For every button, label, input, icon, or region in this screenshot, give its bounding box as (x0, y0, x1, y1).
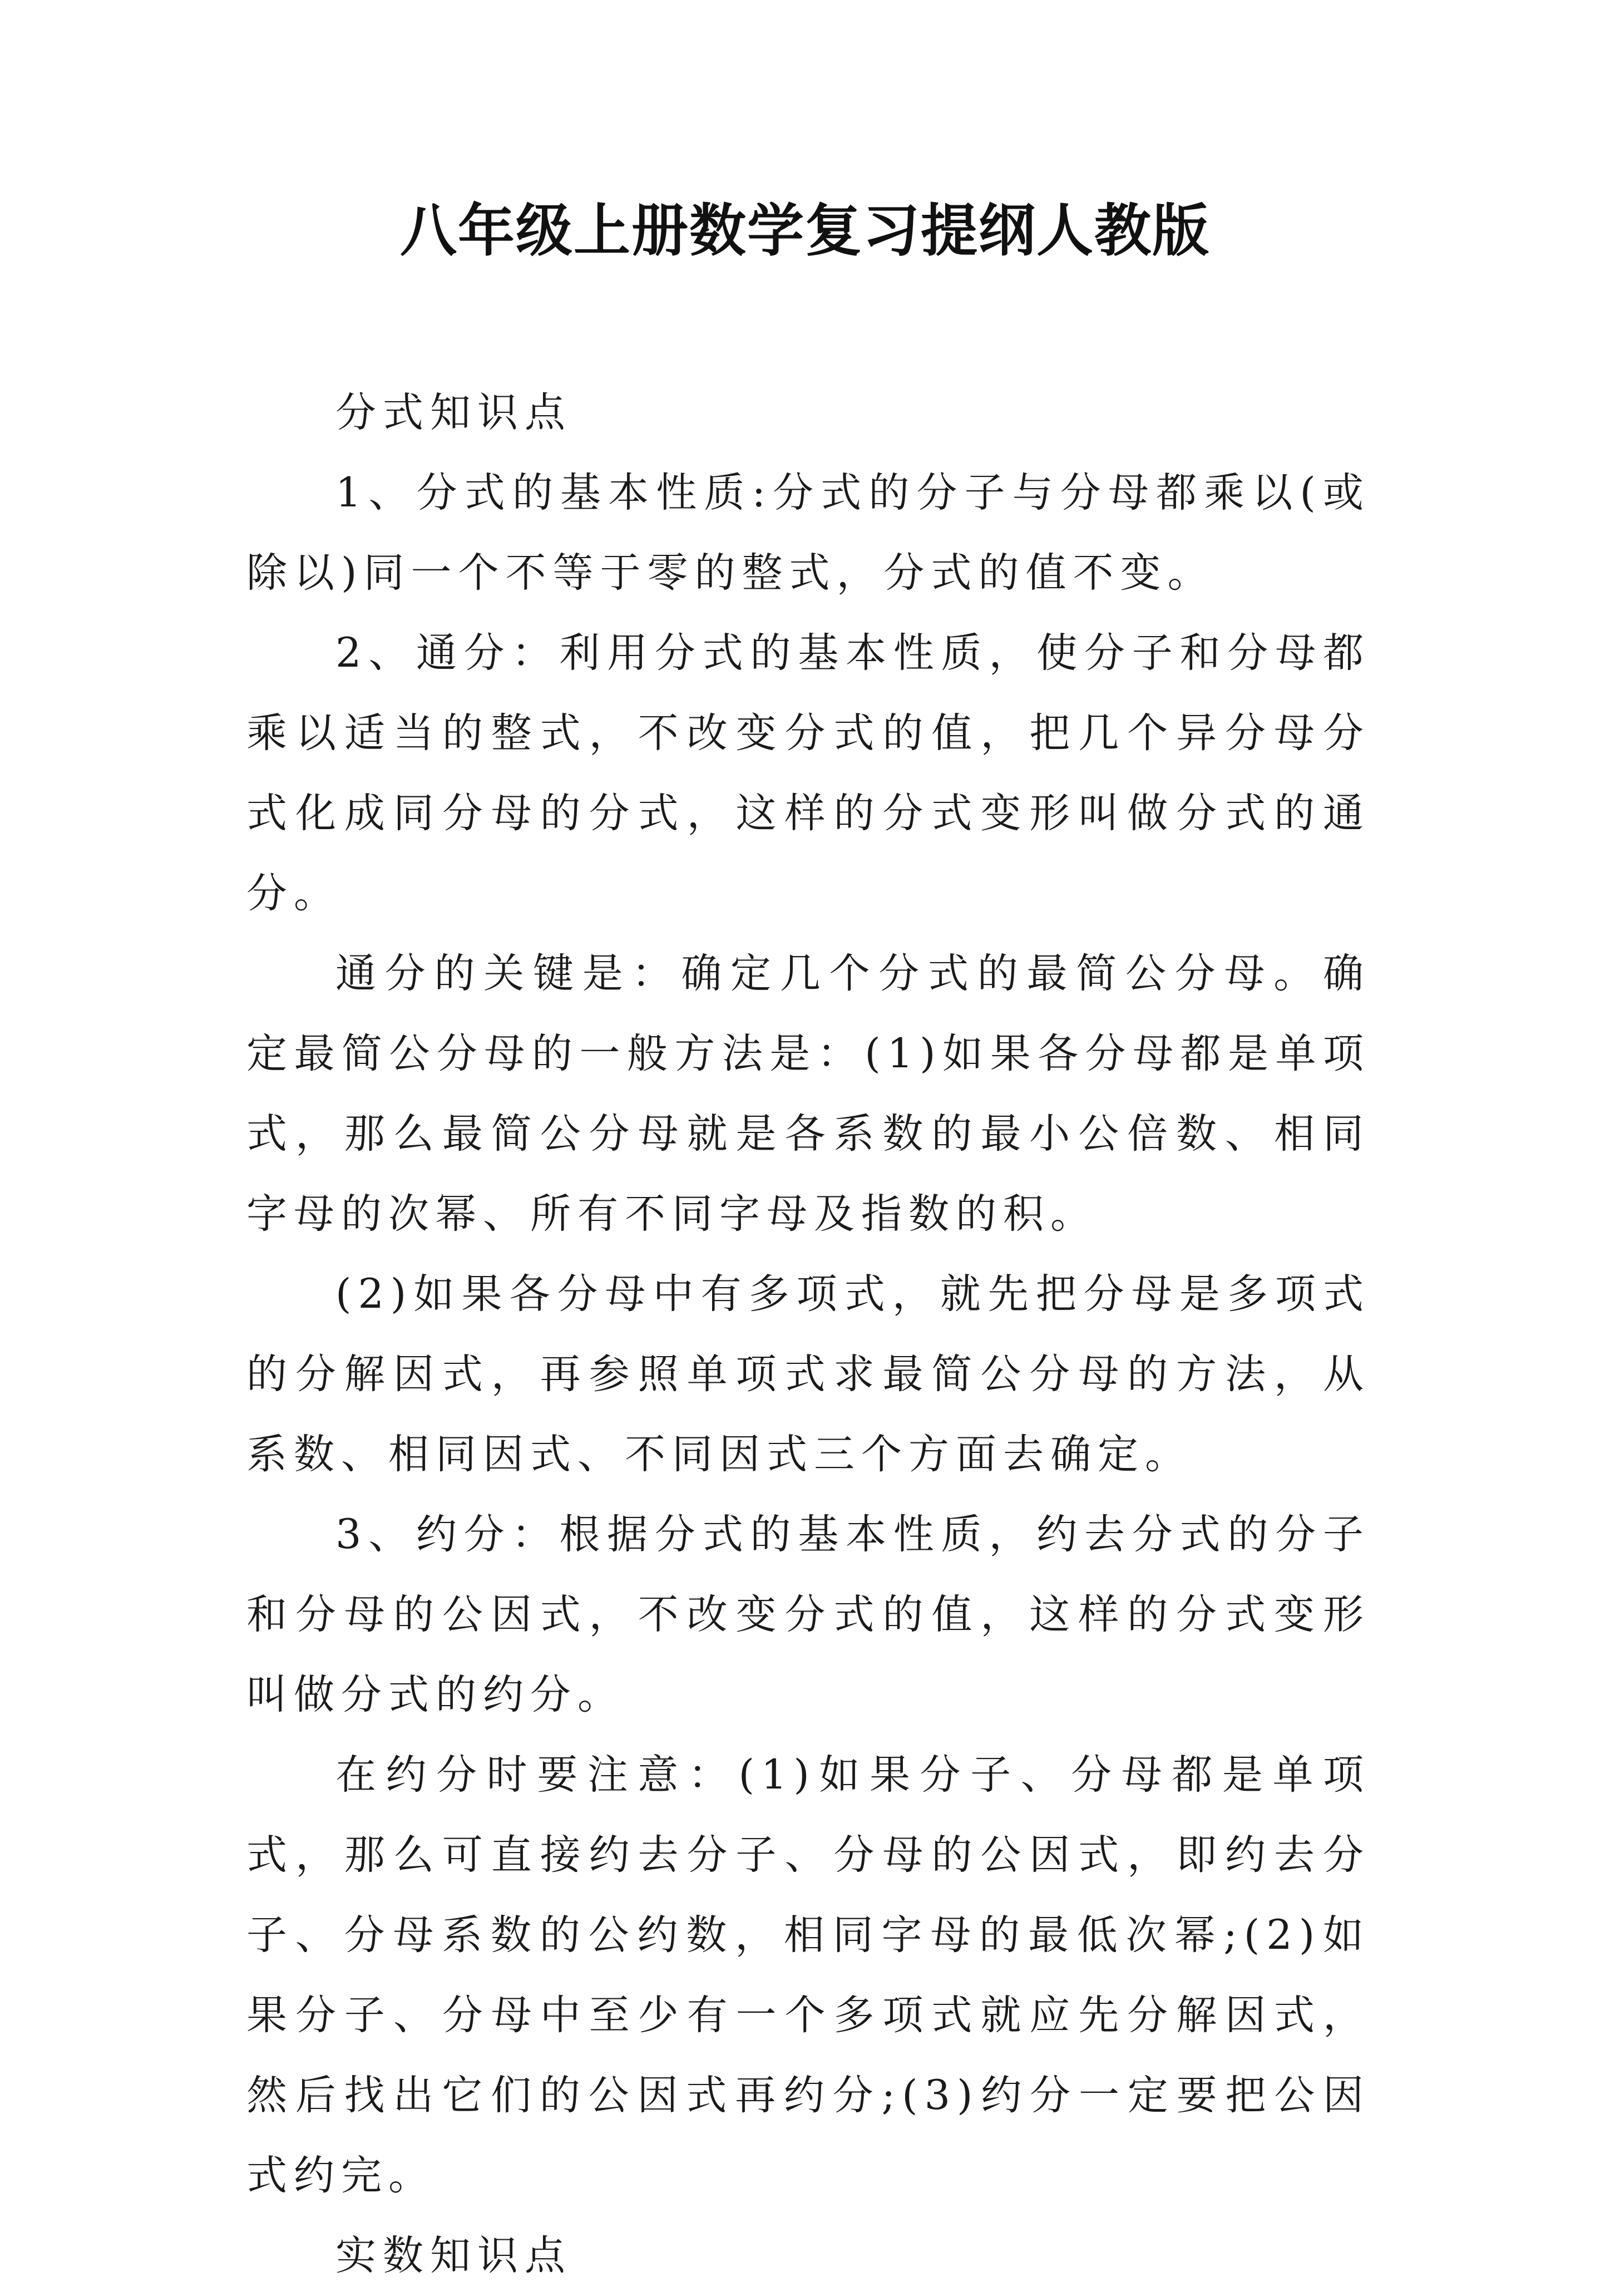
document-body (246, 373, 1370, 2296)
paragraph-common-denominator: 2、通分：利用分式的基本性质，使分子和分母都乘以适当的整式，不改变分式的值，把几个异分母分式化成同分母的分式，这样的分式变形叫做分式的通分。 (246, 629, 1370, 917)
paragraph-polynomial-denominator: (2)如果各分母中有多项式，就先把分母是多项式的分解因式，再参照单项式求最简公分母的方法，从系数、相同因式、不同因式三个方面去确定。 (246, 1270, 1370, 1478)
paragraph-lcd-method: 通分的关键是：确定几个分式的最简公分母。确定最简公分母的一般方法是：(1)如果各分母都是单项式，那么最简公分母就是各系数的最小公倍数、相同字母的次幂、所有不同字母及指数的积。 (246, 950, 1370, 1238)
paragraph-basic-property: 1、分式的基本性质:分式的分子与分母都乘以(或除以)同一个不等于零的整式，分式的值不变。 (246, 469, 1370, 597)
document-title: 八年级上册数学复习提纲人教版 (400, 198, 1210, 264)
section-heading-real-numbers: 实数知识点 (335, 2232, 572, 2279)
paragraph-reduction: 3、约分：根据分式的基本性质，约去分式的分子和分母的公因式，不改变分式的值，这样的分式变形叫做分式的约分。 (246, 1511, 1370, 1718)
section-heading-fractions: 分式知识点 (335, 389, 572, 436)
paragraph-reduction-notes: 在约分时要注意：(1)如果分子、分母都是单项式，那么可直接约去分子、分母的公因式，即约去分子、分母系数的公约数，相同字母的最低次幂;(2)如果分子、分母中至少有一个多项式就应先分解因式，然后找出它们的公因式再约分;(3)约分一定要把公因式约完。 (246, 1751, 1370, 2199)
